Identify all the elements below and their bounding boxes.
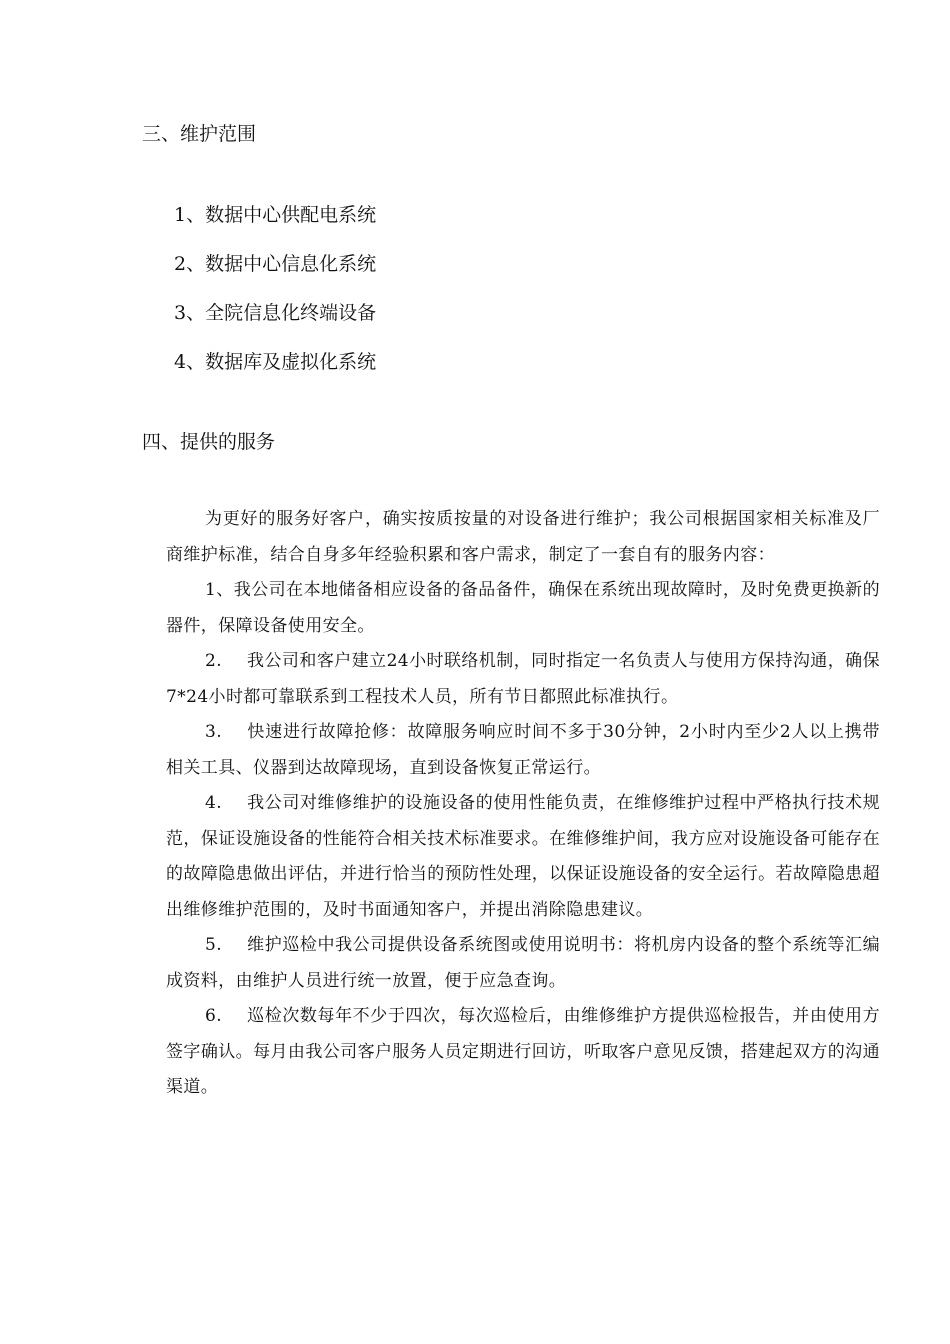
section-3-heading: 三、维护范围 bbox=[142, 123, 257, 145]
service-item-6 bbox=[166, 999, 880, 1106]
service-item-5-text: 维护巡检中我公司提供设备系统图或使用说明书：将机房内设备的整个系统等汇编成资料，由维护人员进行统一放置，便于应急查询。 bbox=[166, 935, 880, 991]
service-item-5 bbox=[166, 928, 880, 999]
service-item-2-text: 我公司和客户建立24小时联络机制，同时指定一名负责人与使用方保持沟通，确保7*24小时都可靠联系到工程技术人员，所有节日都照此标准执行。 bbox=[166, 651, 880, 707]
service-item-3-number: 3. bbox=[205, 722, 223, 742]
service-item-3-text: 快速进行故障抢修：故障服务响应时间不多于30分钟，2小时内至少2人以上携带相关工具、仪器到达故障现场，直到设备恢复正常运行。 bbox=[166, 722, 880, 778]
service-item-2-number: 2. bbox=[205, 651, 223, 671]
service-item-4 bbox=[166, 786, 880, 928]
services-intro-paragraph: 为更好的服务好客户，确实按质按量的对设备进行维护；我公司根据国家相关标准及厂商维护标准，结合自身多年经验积累和客户需求，制定了一套自有的服务内容： bbox=[166, 509, 880, 565]
scope-item-4: 4、数据库及虚拟化系统 bbox=[174, 351, 377, 373]
section-4-heading: 四、提供的服务 bbox=[142, 431, 276, 453]
service-item-6-text: 巡检次数每年不少于四次，每次巡检后，由维修维护方提供巡检报告，并由使用方签字确认。每月由我公司客户服务人员定期进行回访，听取客户意见反馈，搭建起双方的沟通渠道。 bbox=[166, 1006, 880, 1097]
service-item-1: 1、我公司在本地储备相应设备的备品备件，确保在系统出现故障时，及时免费更换新的器件，保障设备使用安全。 bbox=[166, 580, 880, 636]
maintenance-scope-list bbox=[174, 203, 376, 399]
scope-item-2: 2、数据中心信息化系统 bbox=[174, 253, 377, 275]
scope-item-3: 3、全院信息化终端设备 bbox=[174, 302, 377, 324]
service-item-2 bbox=[166, 644, 880, 715]
service-item-4-number: 4. bbox=[205, 793, 223, 813]
scope-item-1: 1、数据中心供配电系统 bbox=[174, 204, 377, 226]
service-item-5-number: 5. bbox=[205, 935, 223, 955]
service-item-4-text: 我公司对维修维护的设施设备的使用性能负责，在维修维护过程中严格执行技术规范，保证设施设备的性能符合相关技术标准要求。在维修维护间，我方应对设施设备可能存在的故障隐患做出评估，并进行恰当的预防性处理，以保证设施设备的安全运行。若故障隐患超出维修维护范围的，及时书面通知客户，并提出消除隐患建议。 bbox=[166, 793, 880, 920]
service-item-6-number: 6. bbox=[205, 1006, 223, 1026]
service-item-3 bbox=[166, 715, 880, 786]
services-body bbox=[166, 502, 880, 1106]
